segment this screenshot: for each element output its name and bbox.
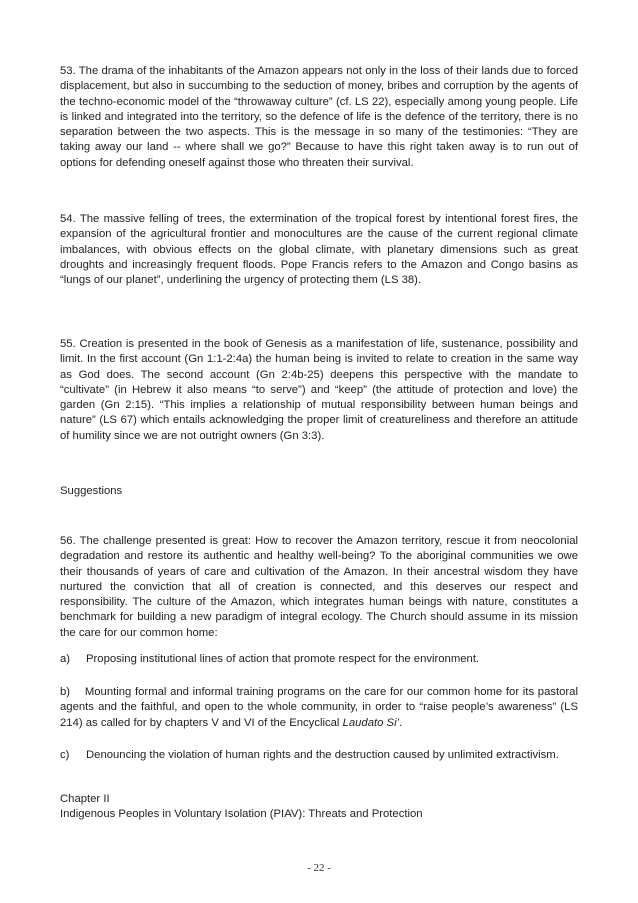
list-item-c: [60, 748, 578, 763]
paragraph-54: 54. The massive felling of trees, the extermination of the tropical forest by intentional forest fires, the expansion of the agricultural frontier and monocultures are the cause of the current regional climate imbalances, with obvious effects on the global climate, with planetary dimensions such as great droughts and increasingly frequent floods. Pope Francis refers to the Amazon and Congo basins as “lungs of our planet”, underlining the urgency of protecting them (LS 38).: [60, 213, 578, 287]
list-text-c: Denouncing the violation of human rights and the destruction caused by unlimited extractivism.: [86, 749, 559, 761]
list-marker-b: b): [60, 686, 71, 698]
paragraph-56: 56. The challenge presented is great: How to recover the Amazon territory, rescue it from neocolonial degradation and restore its authentic and healthy well-being? To the aboriginal communities we owe their thousands of years of care and cultivation of the Amazon. In their ancestral wisdom they have nurtured the conviction that all of creation is connected, and this deserves our respect and responsibility. The culture of the Amazon, which integrates human beings with nature, constitutes a benchmark for building a new paradigm of integral ecology. The Church should assume in its mission the care for our common home:: [60, 535, 578, 639]
chapter-label: Chapter II: [60, 793, 110, 805]
list-marker-a: a): [60, 653, 71, 665]
list-item-b: [60, 685, 578, 731]
list-marker-c: c): [60, 749, 70, 761]
list-text-a: Proposing institutional lines of action that promote respect for the environment.: [86, 653, 480, 665]
paragraph-55: 55. Creation is presented in the book of Genesis as a manifestation of life, sustenance, possibility and limit. In the first account (Gn 1:1-2:4a) the human being is invited to relate to creation in the same way as God does. The second account (Gn 2:4b-25) deepens this perspective with the mandate to “cultivate” (in Hebrew it also means “to serve”) and “keep” (the attitude of protection and love) the garden (Gn 2:15). “This implies a relationship of mutual responsibility between human beings and nature” (LS 67) which entails acknowledging the proper limit of creatureliness and therefore an attitude of humility since we are not outright owners (Gn 3:3).: [60, 338, 578, 442]
encyclical-title: Laudato Si’: [342, 716, 400, 729]
page-number: - 22 -: [307, 862, 331, 874]
paragraph-53: 53. The drama of the inhabitants of the Amazon appears not only in the loss of their lands due to forced displacement, but also in succumbing to the seduction of money, bribes and corruption by the agents of the techno-economic model of the “throwaway culture” (cf. LS 22), especially among young people. Life is linked and integrated into the territory, so the defence of life is the defence of the territory, there is no separation between the two aspects. This is the message in so many of the testimonies: “They are taking away our land -- where shall we go?” Because to have this right taken away is to run out of options for defending oneself against those who threaten their survival.: [60, 65, 578, 169]
list-item-a: [60, 652, 578, 667]
list-text-b: Mounting formal and informal training programs on the care for our common home for its pastoral agents and the faithful, and open to the whole community, in order to “raise people’s awareness” (LS 214) as called for by chapters V and VI of the Encyclical: [60, 686, 578, 729]
list-text-b-end: .: [399, 716, 403, 729]
suggestions-heading: Suggestions: [60, 485, 123, 497]
chapter-title: Indigenous Peoples in Voluntary Isolation (PIAV): Threats and Protection: [60, 808, 423, 820]
